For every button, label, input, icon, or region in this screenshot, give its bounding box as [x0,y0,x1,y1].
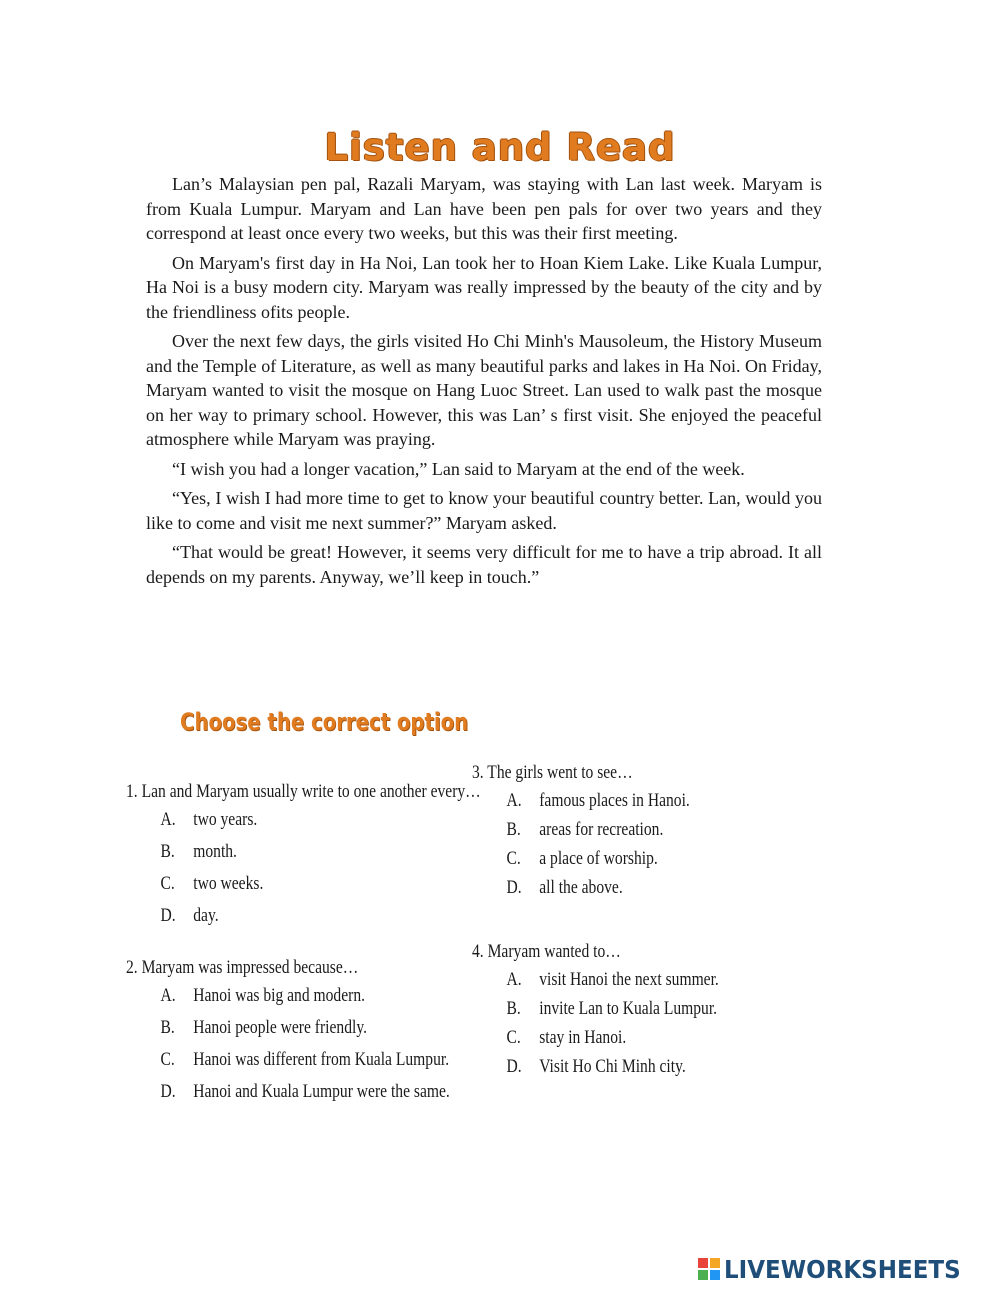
liveworksheets-logo [698,1254,981,1284]
option-text: Hanoi and Kuala Lumpur were the same. [193,1081,450,1102]
option-letter: C. [506,1027,521,1048]
option-letter: B. [160,1017,175,1038]
option-text: Hanoi people were friendly. [193,1017,368,1038]
question-text: 4. Maryam wanted to… [472,941,621,962]
option-b[interactable] [126,841,481,873]
option-b[interactable] [472,998,719,1027]
option-a[interactable] [126,809,481,841]
question-3 [472,762,690,906]
option-letter: D. [160,1081,176,1102]
option-c[interactable] [126,1049,450,1081]
option-letter: B. [506,819,521,840]
logo-block [698,1270,708,1280]
option-letter: D. [160,905,176,926]
option-letter: C. [506,848,521,869]
option-a[interactable] [472,969,719,998]
question-text: 2. Maryam was impressed because… [126,957,359,978]
option-a[interactable] [126,985,450,1017]
option-d[interactable] [126,905,481,937]
question-4 [472,941,719,1085]
option-c[interactable] [472,848,690,877]
logo-text: LIVEWORKSHEETS [724,1254,961,1284]
option-letter: C. [160,1049,175,1070]
question-1 [126,781,481,937]
option-letter: A. [506,790,522,811]
passage-paragraph: “Yes, I wish I had more time to get to know your beautiful country better. Lan, would you like to come and visit me next summer?” Maryam asked. [146,488,822,533]
option-text: Hanoi was big and modern. [193,985,366,1006]
logo-blocks-icon [698,1258,720,1280]
option-text: two weeks. [193,873,264,894]
option-letter: B. [506,998,521,1019]
option-d[interactable] [472,1056,719,1085]
option-letter: A. [160,985,176,1006]
option-text: two years. [193,809,258,830]
passage-paragraph: On Maryam's first day in Ha Noi, Lan took her to Hoan Kiem Lake. Like Kuala Lumpur, Ha Noi is a busy modern city. Maryam was really impressed by the beauty of the city and by the friendliness ofits people. [146,252,822,322]
option-text: day. [193,905,219,926]
option-b[interactable] [126,1017,450,1049]
option-text: Hanoi was different from Kuala Lumpur. [193,1049,450,1070]
option-text: famous places in Hanoi. [539,790,690,811]
question-text: 1. Lan and Maryam usually write to one another every… [126,781,481,802]
option-text: visit Hanoi the next summer. [539,969,719,990]
option-letter: A. [506,969,522,990]
option-letter: D. [506,1056,522,1077]
page-title: Listen and Read [324,126,676,169]
passage-paragraph: Over the next few days, the girls visited Ho Chi Minh's Mausoleum, the History Museum and the Temple of Literature, as well as many beautiful parks and lakes in Ha Noi. On Friday, Maryam wanted to visit the mosque on Hang Luoc Street. Lan used to walk past the mosque on her way to primary school. However, this was Lan’ s first visit. She enjoyed the peaceful atmosphere while Maryam was praying. [146,331,822,449]
option-letter: A. [160,809,176,830]
option-text: Visit Ho Chi Minh city. [539,1056,686,1077]
option-text: invite Lan to Kuala Lumpur. [539,998,718,1019]
option-text: a place of worship. [539,848,658,869]
reading-passage [146,172,822,594]
logo-block [710,1270,720,1280]
option-letter: B. [160,841,175,862]
option-b[interactable] [472,819,690,848]
logo-block [710,1258,720,1268]
option-letter: D. [506,877,522,898]
passage-paragraph: “That would be great! However, it seems very difficult for me to have a trip abroad. It all depends on my parents. Anyway, we’ll keep in touch.” [146,542,822,587]
logo-block [698,1258,708,1268]
option-c[interactable] [472,1027,719,1056]
option-text: all the above. [539,877,623,898]
option-text: month. [193,841,237,862]
option-text: areas for recreation. [539,819,664,840]
question-2 [126,957,450,1113]
option-text: stay in Hanoi. [539,1027,627,1048]
option-d[interactable] [472,877,690,906]
section-subtitle: Choose the correct option [180,708,469,736]
option-d[interactable] [126,1081,450,1113]
option-letter: C. [160,873,175,894]
passage-paragraph: Lan’s Malaysian pen pal, Razali Maryam, was staying with Lan last week. Maryam is from Kuala Lumpur. Maryam and Lan have been pen pals for over two years and they correspond at least once every two weeks, but this was their first meeting. [146,174,822,243]
option-a[interactable] [472,790,690,819]
question-text: 3. The girls went to see… [472,762,633,783]
option-c[interactable] [126,873,481,905]
passage-paragraph: “I wish you had a longer vacation,” Lan said to Maryam at the end of the week. [172,458,745,479]
